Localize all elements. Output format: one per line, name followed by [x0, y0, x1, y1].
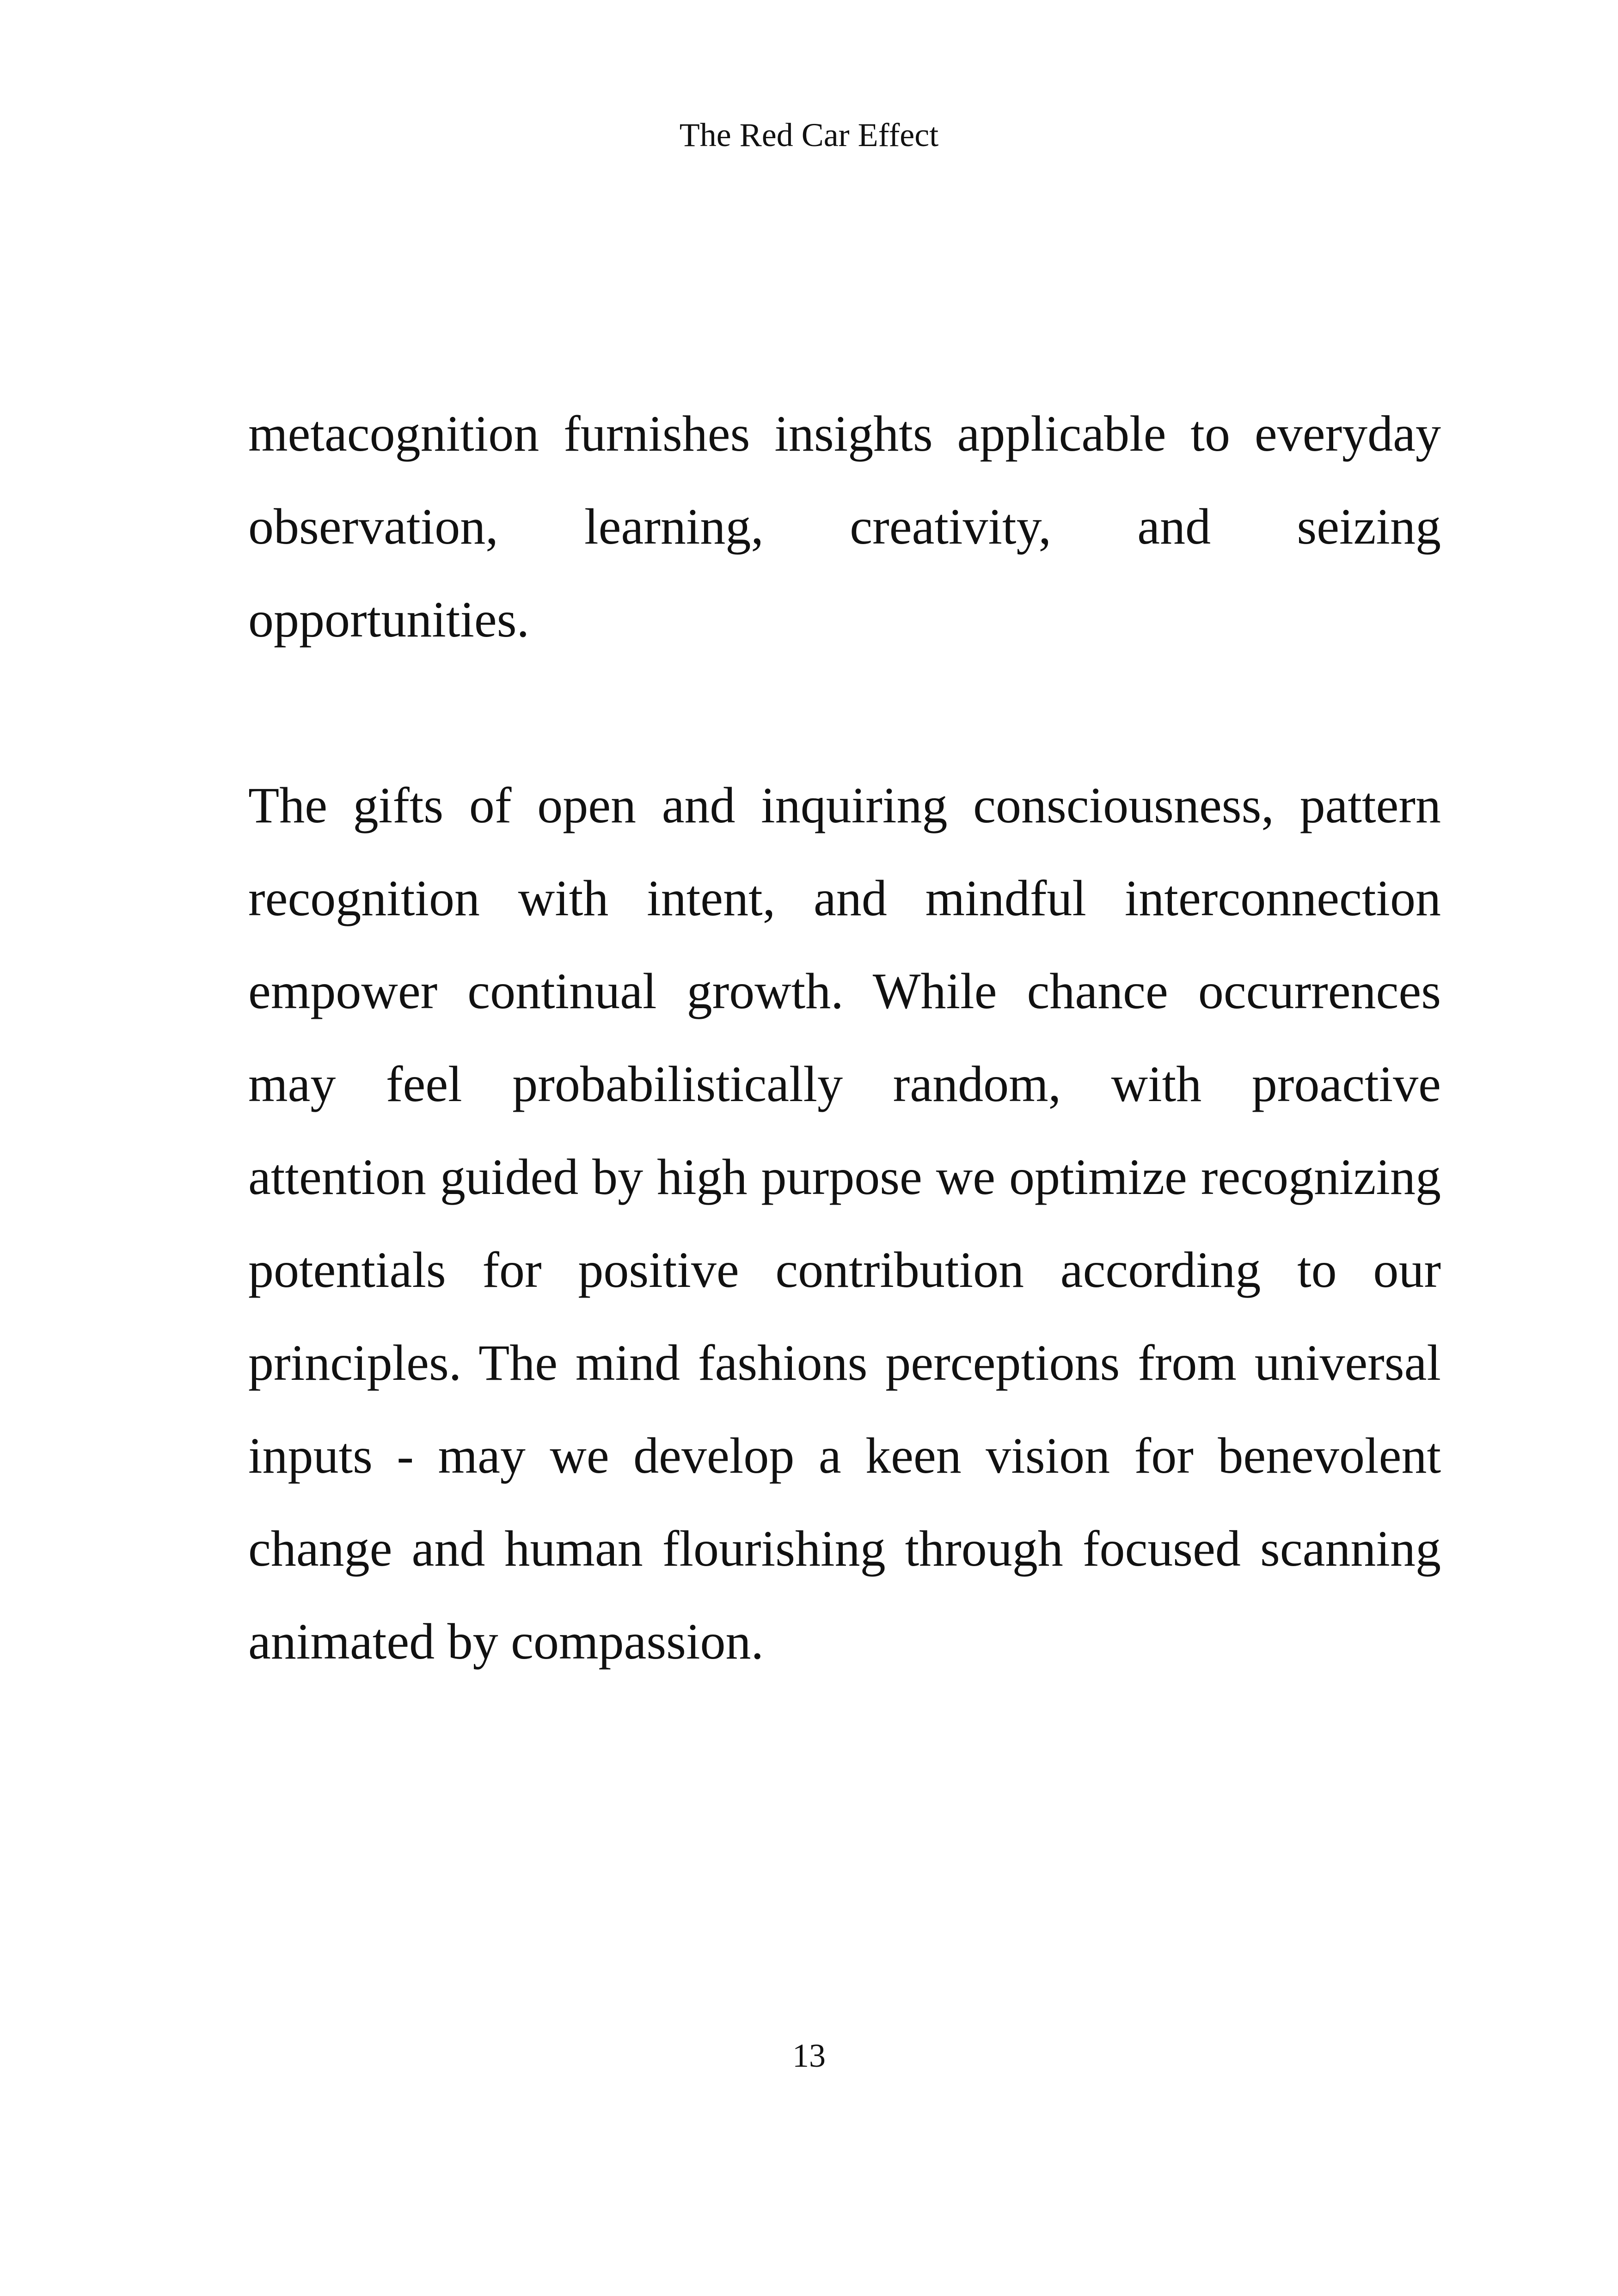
- running-header: The Red Car Effect: [679, 116, 939, 153]
- paragraph-2: The gifts of open and inquiring consciousness, pattern recognition with intent, and mindful interconnection empower continual growth. While chance occurrences may feel probabilistically random, with proactive attention guided by high purpose we optimize recognizing potentials for positive contribution according to our principles. The mind fashions perceptions from universal inputs - may we develop a keen vision for benevolent change and human flourishing through focused scanning animated by compassion.: [248, 777, 1441, 1670]
- page-number: 13: [792, 2037, 826, 2074]
- paragraph-1: metacognition furnishes insights applicable to everyday observation, learning, creativity, and seizing opportunities.: [248, 405, 1441, 648]
- body-text: [248, 387, 1441, 1688]
